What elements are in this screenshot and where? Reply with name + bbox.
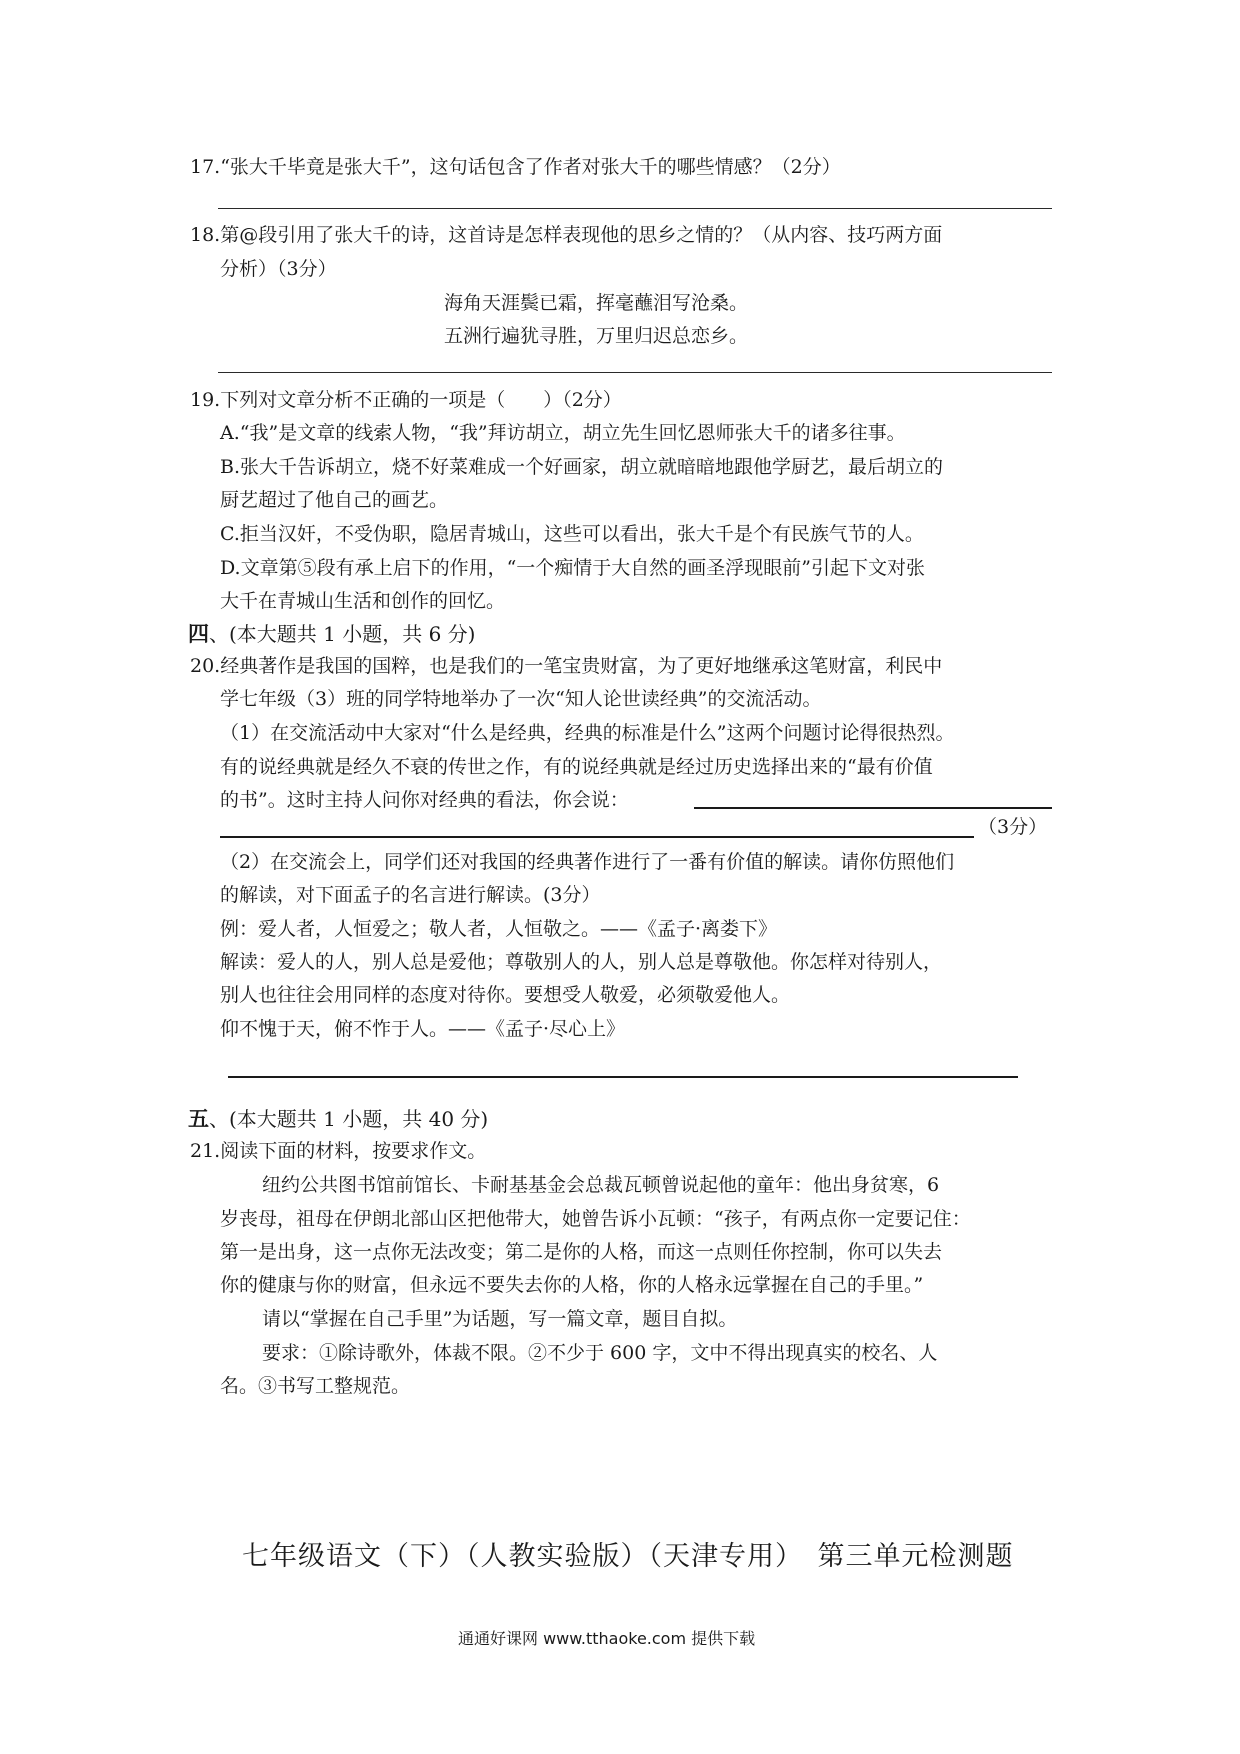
question-19: 19.下列对文章分析不正确的一项是（ ）（2分） [190,389,622,411]
question-18-line-2: 分析）（3分） [220,258,337,280]
answer-line-17[interactable] [218,208,1052,209]
question-21: 21.阅读下面的材料，按要求作文。 [190,1140,487,1162]
interpretation-line-2: 别人也往往会用同样的态度对待你。要想受人敬爱，必须敬爱他人。 [220,984,791,1006]
question-20-line-2: 学七年级（3）班的同学特地举办了一次“知人论世读经典”的交流活动。 [220,688,822,710]
part-1-score: （3分） [978,816,1048,838]
poem-line-1: 海角天涯鬓已霜，挥毫蘸泪写沧桑。 [444,292,749,314]
material-line-3: 第一是出身，这一点你无法改变；第二是你的人格，而这一点则任你控制，你可以失去 [220,1241,943,1263]
option-b-line-1: B.张大千告诉胡立，烧不好菜难成一个好画家，胡立就暗暗地跟他学厨艺，最后胡立的 [220,456,944,478]
option-a: A.“我”是文章的线索人物，“我”拜访胡立，胡立先生回忆恩师张大千的诸多往事。 [220,422,906,444]
requirements-line-1: 要求：①除诗歌外，体裁不限。②不少于 600 字，文中不得出现真实的校名、人 [262,1342,938,1364]
interpretation-line-1: 解读：爱人的人，别人总是爱他；尊敬别人的人，别人总是尊敬他。你怎样对待别人， [220,951,943,973]
part-2-line-2: 的解读，对下面孟子的名言进行解读。(3分） [220,884,601,906]
material-line-2: 岁丧母，祖母在伊朗北部山区把他带大，她曾告诉小瓦顿：“孩子，有两点你一定要记住： [220,1208,971,1230]
option-d-line-1: D.文章第⑤段有承上启下的作用，“一个痴情于大自然的画圣浮现眼前”引起下文对张 [220,557,926,579]
answer-line-20-1a[interactable] [694,807,1052,809]
section-5-heading [188,1103,488,1133]
section-5-text: 、(本大题共 1 小题，共 40 分) [209,1107,489,1131]
requirements-line-2: 名。③书写工整规范。 [220,1375,411,1397]
mencius-quote: 仰不愧于天，俯不怍于人。——《孟子·尽心上》 [220,1018,626,1040]
section-4-heading [188,618,475,648]
exam-title: 七年级语文（下）（人教实验版）（天津专用） 第三单元检测题 [242,1541,1014,1572]
option-c: C.拒当汉奸，不受伪职，隐居青城山，这些可以看出，张大千是个有民族气节的人。 [220,523,924,545]
option-b-line-2: 厨艺超过了他自己的画艺。 [220,489,449,511]
essay-topic: 请以“掌握在自己手里”为话题，写一篇文章，题目自拟。 [262,1308,738,1330]
answer-line-20-2[interactable] [228,1076,1018,1078]
section-4-text: 、(本大题共 1 小题，共 6 分) [209,622,476,646]
poem-line-2: 五洲行遍犹寻胜，万里归迟总恋乡。 [444,325,749,347]
part-2-line-1: （2）在交流会上，同学们还对我国的经典著作进行了一番有价值的解读。请你仿照他们 [220,851,955,873]
part-1-line-3: 的书”。这时主持人问你对经典的看法，你会说： [220,789,629,811]
answer-line-20-1b[interactable] [220,836,974,838]
question-20-line-1: 20.经典著作是我国的国粹，也是我们的一笔宝贵财富，为了更好地继承这笔财富，利民中 [190,655,943,677]
option-d-line-2: 大千在青城山生活和创作的回忆。 [220,590,506,612]
answer-line-18[interactable] [218,372,1052,373]
part-1-line-2: 有的说经典就是经久不衰的传世之作，有的说经典就是经过历史选择出来的“最有价值 [220,756,933,778]
part-1-line-1: （1）在交流活动中大家对“什么是经典，经典的标准是什么”这两个问题讨论得很热烈。 [220,722,955,744]
section-4-number: 四 [188,621,209,646]
example-quote: 例：爱人者，人恒爱之；敬人者，人恒敬之。——《孟子·离娄下》 [220,918,778,940]
section-5-number: 五 [188,1106,209,1131]
footer-site: 通通好课网 www.tthaoke.com 提供下载 [458,1629,756,1648]
material-line-4: 你的健康与你的财富，但永远不要失去你的人格，你的人格永远掌握在自己的手里。” [220,1274,924,1296]
question-18-line-1: 18.第@段引用了张大千的诗，这首诗是怎样表现他的思乡之情的？（从内容、技巧两方面 [190,224,943,246]
question-17: 17.“张大千毕竟是张大千”，这句话包含了作者对张大千的哪些情感？（2分） [190,156,841,178]
material-line-1: 纽约公共图书馆前馆长、卡耐基基金会总裁瓦顿曾说起他的童年：他出身贫寒，6 [262,1174,940,1196]
